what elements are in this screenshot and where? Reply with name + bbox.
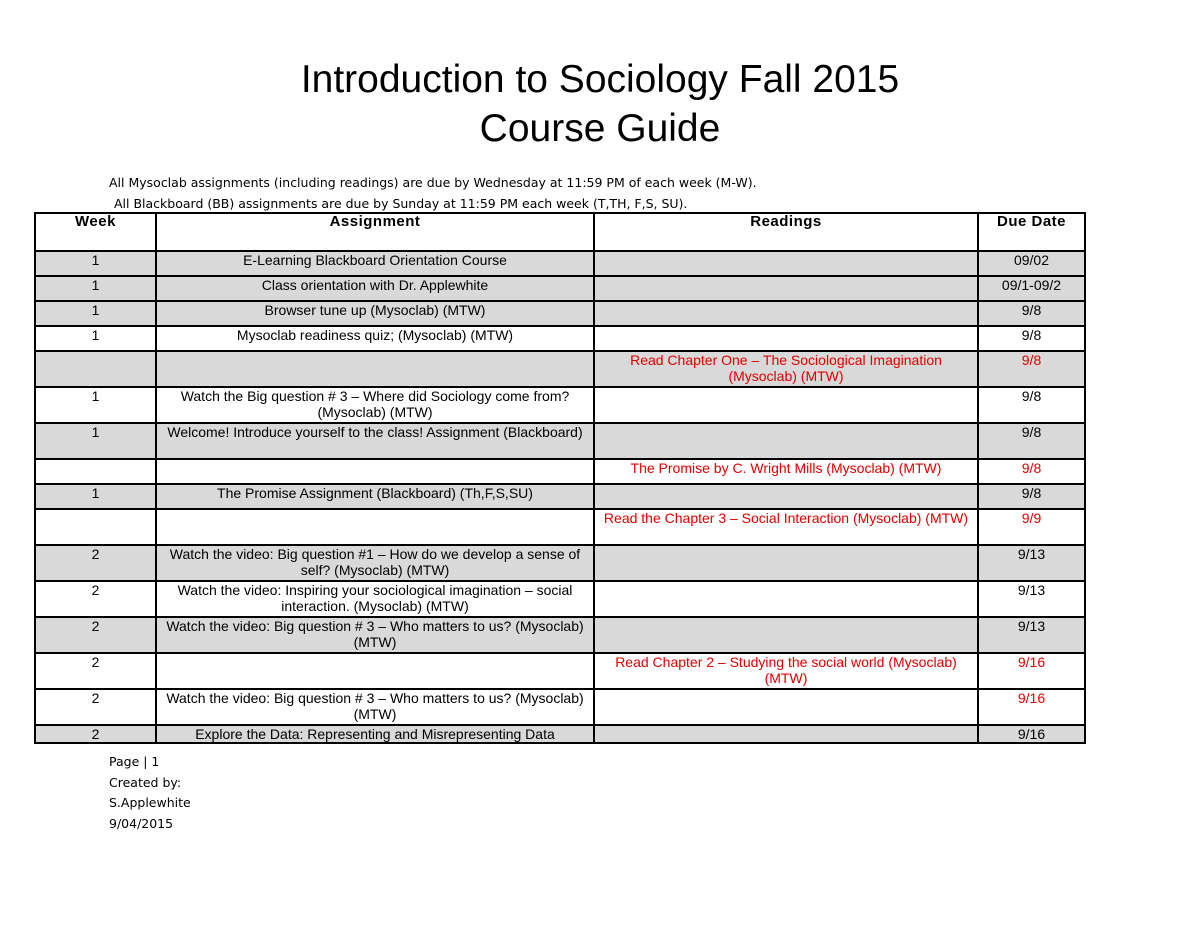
table-row: [35, 301, 1085, 326]
table-row: [35, 326, 1085, 351]
assignment-cell: Watch the video: Big question # 3 – Who matters to us? (Mysoclab) (MTW): [156, 689, 594, 725]
week-cell: 2: [35, 617, 156, 653]
week-cell: 2: [35, 581, 156, 617]
readings-cell: Read Chapter One – The Sociological Imagination (Mysoclab) (MTW): [594, 351, 978, 387]
readings-cell: [594, 581, 978, 617]
due-date-cell: 9/13: [978, 581, 1085, 617]
due-date-cell: 9/16: [978, 689, 1085, 725]
author-name: S.Applewhite: [109, 795, 191, 810]
due-date-cell: 09/02: [978, 251, 1085, 276]
readings-cell: Read the Chapter 3 – Social Interaction (Mysoclab) (MTW): [594, 509, 978, 545]
assignment-cell: [156, 653, 594, 689]
week-cell: 1: [35, 387, 156, 423]
assignment-cell: Watch the Big question # 3 – Where did Sociology come from? (Mysoclab) (MTW): [156, 387, 594, 423]
due-date-cell: 9/8: [978, 387, 1085, 423]
blackboard-deadline-note: All Blackboard (BB) assignments are due by Sunday at 11:59 PM each week (T,TH, F,S, SU).: [114, 196, 688, 211]
assignment-cell: The Promise Assignment (Blackboard) (Th,F,S,SU): [156, 484, 594, 509]
created-date: 9/04/2015: [109, 815, 174, 831]
table-row: [35, 251, 1085, 276]
table-row: [35, 276, 1085, 301]
assignment-cell: Explore the Data: Representing and Misrepresenting Data: [156, 725, 594, 743]
due-date-cell: 9/8: [978, 459, 1085, 484]
due-date-cell: 9/9: [978, 509, 1085, 545]
due-date-cell: 9/16: [978, 725, 1085, 743]
document-title: Introduction to Sociology Fall 2015: [300, 58, 900, 101]
table-header-row: [35, 213, 1085, 251]
assignment-cell: [156, 459, 594, 484]
readings-cell: [594, 545, 978, 581]
week-cell: 1: [35, 484, 156, 509]
assignment-cell: Welcome! Introduce yourself to the class! Assignment (Blackboard): [156, 423, 594, 459]
table-row: [35, 725, 1085, 743]
due-date-cell: 9/8: [978, 326, 1085, 351]
week-cell: [35, 509, 156, 545]
table-body: [35, 251, 1085, 743]
due-date-cell: 9/13: [978, 617, 1085, 653]
readings-cell: [594, 387, 978, 423]
table-row: [35, 617, 1085, 653]
created-by-label: Created by:: [109, 774, 182, 790]
due-date-cell: 9/8: [978, 351, 1085, 387]
due-date-cell: 9/8: [978, 484, 1085, 509]
week-cell: 1: [35, 326, 156, 351]
week-cell: 2: [35, 725, 156, 743]
table-row: [35, 581, 1085, 617]
readings-cell: [594, 251, 978, 276]
week-cell: [35, 459, 156, 484]
assignment-cell: Browser tune up (Mysoclab) (MTW): [156, 301, 594, 326]
readings-cell: [594, 617, 978, 653]
readings-cell: [594, 423, 978, 459]
assignment-cell: Watch the video: Inspiring your sociological imagination – social interaction. (Mysoclab) (MTW): [156, 581, 594, 617]
assignment-cell: Mysoclab readiness quiz; (Mysoclab) (MTW): [156, 326, 594, 351]
column-header-week: Week: [35, 213, 156, 251]
week-cell: 2: [35, 653, 156, 689]
table-row: [35, 351, 1085, 387]
course-guide-table: [34, 212, 1086, 744]
readings-cell: [594, 484, 978, 509]
column-header-readings: Readings: [594, 213, 978, 251]
document-subtitle: Course Guide: [479, 107, 721, 150]
table-row: [35, 545, 1085, 581]
assignment-cell: Class orientation with Dr. Applewhite: [156, 276, 594, 301]
readings-cell: The Promise by C. Wright Mills (Mysoclab) (MTW): [594, 459, 978, 484]
assignment-cell: Watch the video: Big question # 3 – Who matters to us? (Mysoclab) (MTW): [156, 617, 594, 653]
due-date-cell: 9/8: [978, 423, 1085, 459]
page-number: Page | 1: [109, 754, 160, 769]
week-cell: 1: [35, 276, 156, 301]
page-footer: [109, 752, 191, 834]
week-cell: 2: [35, 545, 156, 581]
assignment-cell: [156, 351, 594, 387]
readings-cell: [594, 689, 978, 725]
week-cell: [35, 351, 156, 387]
assignment-cell: [156, 509, 594, 545]
due-date-cell: 9/13: [978, 545, 1085, 581]
due-date-cell: 9/16: [978, 653, 1085, 689]
readings-cell: [594, 725, 978, 743]
table-row: [35, 387, 1085, 423]
assignment-cell: E-Learning Blackboard Orientation Course: [156, 251, 594, 276]
readings-cell: [594, 301, 978, 326]
readings-cell: [594, 276, 978, 301]
column-header-assignment: Assignment: [156, 213, 594, 251]
table-row: [35, 459, 1085, 484]
week-cell: 1: [35, 301, 156, 326]
table-row: [35, 484, 1085, 509]
readings-cell: Read Chapter 2 – Studying the social world (Mysoclab) (MTW): [594, 653, 978, 689]
table-row: [35, 689, 1085, 725]
table-row: [35, 509, 1085, 545]
week-cell: 1: [35, 251, 156, 276]
readings-cell: [594, 326, 978, 351]
table-row: [35, 423, 1085, 459]
mysoclab-deadline-note: All Mysoclab assignments (including readings) are due by Wednesday at 11:59 PM of each week (M-W).: [109, 175, 757, 190]
column-header-due-date: Due Date: [978, 213, 1085, 251]
due-date-cell: 09/1-09/2: [978, 276, 1085, 301]
week-cell: 2: [35, 689, 156, 725]
week-cell: 1: [35, 423, 156, 459]
due-date-cell: 9/8: [978, 301, 1085, 326]
assignment-cell: Watch the video: Big question #1 – How do we develop a sense of self? (Mysoclab) (MTW): [156, 545, 594, 581]
table-row: [35, 653, 1085, 689]
